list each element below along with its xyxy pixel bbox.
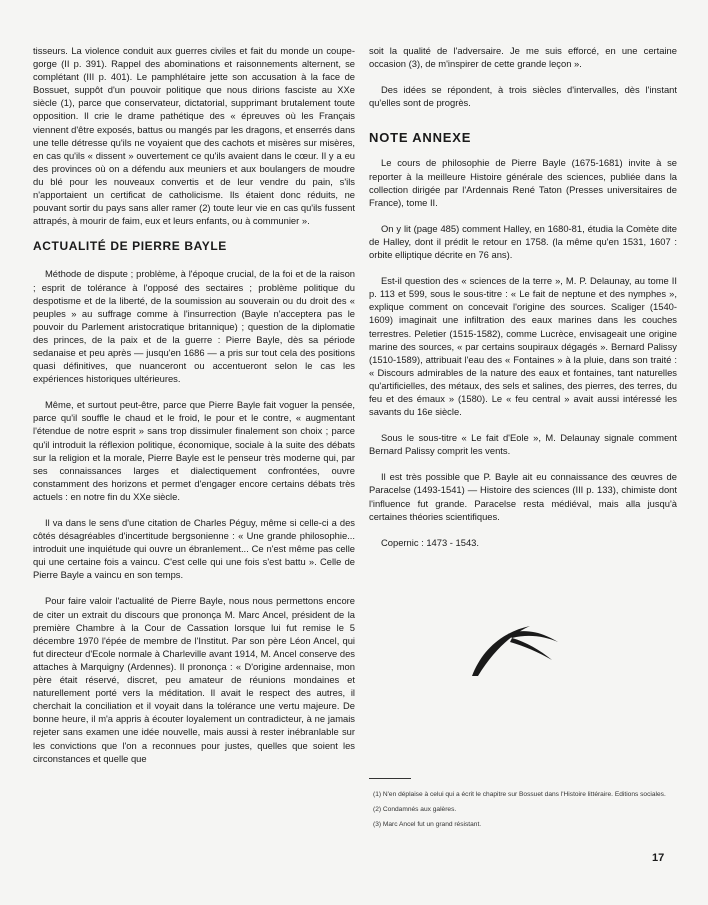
- page-number: 17: [652, 852, 665, 864]
- paragraph: Même, et surtout peut-être, parce que Pierre Bayle fait voguer la pensée, parce qu'il souffle le chaud et le froid, le pour et le contre, « augmentant l'étendue de notre esprit » sans trop dissimuler finalement son choix ; parce qu'il introduit la réflexion politique, économique, sociale à la suite des débats sur la religion et la morale, Pierre Bayle est le penseur très moderne qui, par ses connaissances larges et dialectiquement confrontées, ouvre constamment des horizons et permet d'engager encore certains débats très actuels : en notre fin du XXe siècle.: [33, 399, 355, 502]
- paragraph: Méthode de dispute ; problème, à l'époque crucial, de la foi et de la raison ; esprit de tolérance à l'opposé des sectaires ; problème politique du despotisme et de la liberté, de la soumission au souverain ou du droit des « peuples » au suffrage comme à l'insurrection (Bayle n'acceptera pas le pouvoir du Parlement aristocratique britannique) ; question de la diplomatie des princes, de la paix et de la guerre : Pierre Bayle, dès sa période sedanaise et peu après — jusqu'en 1686 — a pris sur tout cela des positions quasi définitives, que nuanceront ou accentueront selon le cas les expériences historiques ultérieures.: [33, 268, 355, 385]
- paragraph: On y lit (page 485) comment Halley, en 1680-81, étudia la Comète dite de Halley, dont il prédit le retour en 1758. (la même qu'en 1531, 1607 : orbite elliptique décrite en 76 ans).: [369, 222, 677, 261]
- footnotes: [369, 790, 679, 835]
- paragraph: Pour faire valoir l'actualité de Pierre Bayle, nous nous permettons encore de citer un extrait du discours que prononça M. Marc Ancel, président de la première Chambre à la Cour de Cassation lorsque lui fut remise le 5 décembre 1970 l'épée de membre de l'Institut. Par son père Léon Ancel, qui fut directeur d'Ecole normale à Charleville avant 1914, M. Ancel conserve des attaches à Marquigny (Ardennes). Il prononça : « D'origine ardennaise, mon père était réservé, discret, peu amateur de réunions mondaines et naturellement porté vers la méditation. Il avait le respect des autres, il cherchait la conciliation et il voyait dans la tolérance une vertu majeure. De bonne heure, il m'a appris à écouter loyalement un contradicteur, à ne jamais rejeter sans examen une idée nouvelle, mais aussi à rester inébranlable sur les convictions que l'on a reconnues pour justes, quelles que soient les circonstances et quelle que: [33, 595, 355, 764]
- footnote: (1) N'en déplaise à celui qui a écrit le chapitre sur Bossuet dans l'Histoire littéraire. Editions sociales.: [373, 791, 666, 798]
- paragraph: Des idées se répondent, à trois siècles d'intervalles, dès l'instant qu'elles sont de progrès.: [369, 84, 677, 109]
- paragraph: Sous le sous-titre « Le fait d'Eole », M. Delaunay signale comment Bernard Palissy comprit les vents.: [369, 432, 677, 457]
- right-column: [369, 44, 677, 562]
- paragraph: Le cours de philosophie de Pierre Bayle (1675-1681) invite à se reporter à la meilleure Histoire générale des sciences, publiée dans la collection dirigée par l'Ardennais René Taton (Presses universitaires de France), tome II.: [369, 157, 677, 208]
- left-column: [33, 44, 355, 778]
- footnote: (2) Condamnés aux galères.: [373, 806, 457, 813]
- paragraph: soit la qualité de l'adversaire. Je me suis efforcé, en une certaine occasion (3), de m'inspirer de cette grande leçon ».: [369, 45, 677, 70]
- swoosh-logo-icon: [468, 620, 562, 680]
- annex-heading: NOTE ANNEXE: [369, 130, 472, 146]
- paragraph: tisseurs. La violence conduit aux guerres civiles et fait du monde un coupe-gorge (II p. 391). Rappel des abominations et raisonnements alternent, se complétant (III p. 401). Le pamphlétaire jette son accusation à la face de Bossuet, suppôt d'un pouvoir politique que nous dirions fasciste au XXe siècle (1), parce que conservateur, dictatorial, supprimant brutalement toute opposition. Il crie le drame pathétique des « épreuves où les Français viennent d'être exposés, battus ou mangés par les dragons, et enserrés dans une telle détresse qu'ils ne voyaient que des cachots et misères sur misères, en cas qu'ils « dissent » ouvertement ce qu'ils avaient dans le cœur. Il y a eu des provinces où on a défendu aux meuniers et aux boulangers de moudre du blé pour les nouveaux convertis et de leur vendre du pain, s'ils n'apportaient un certificat de catholicisme. Ils étaient donc réduits, ne pouvant sortir du pays sans aller ramer (2) toute leur vie en cas qu'ils fussent attrapés, à mourir de faim, eux et leurs enfants, ou à communier ».: [33, 45, 355, 227]
- footnote: (3) Marc Ancel fut un grand résistant.: [373, 821, 482, 828]
- paragraph: Copernic : 1473 - 1543.: [381, 536, 479, 548]
- paragraph: Il est très possible que P. Bayle ait eu connaissance des œuvres de Paracelse (1493-1541) — Histoire des sciences (III p. 133), chimiste dont l'influence fut grande. Paracelse resta médiéval, mais alla jusqu'à certaines théories scientifiques.: [369, 471, 677, 522]
- paragraph: Il va dans le sens d'une citation de Charles Péguy, même si celle-ci a des côtés désagréables d'incertitude bergsonienne : « Une grande philosophie... introduit une inquiétude qui ouvre un ébranlement... Ce n'est même pas celle qui une certaine fois a vaincu. C'est celle qui une fois s'est battu ». Celle de Pierre Bayle a vaincu en son temps.: [33, 517, 355, 581]
- footnote-divider: [369, 778, 411, 779]
- section-heading: ACTUALITÉ DE PIERRE BAYLE: [33, 239, 227, 254]
- paragraph: Est-il question des « sciences de la terre », M. P. Delaunay, au tome II p. 113 et 599, sous le sous-titre : « Le fait de neptune et des nymphes », explique comment on concevait l'origine des sources. Scaliger (1540-1609) imaginait une infiltration des eaux marines dans les couches terrestres. Peletier (1515-1582), comme Lucrèce, envisageait une origine marine des sources, « par certains soupiraux dégagés ». Bernard Palissy (1510-1589), attribuait l'eau des « Fontaines » à la pluie, dans son traité : « Discours admirables de la nature des eaux et fontaines, tant naturelles qu'artificielles, des métaux, des sels et salines, des pierres, des terres, du feu et des émaux » (1580). Le « feu central » avait aussi intéressé les savants du 16e siècle.: [369, 275, 677, 418]
